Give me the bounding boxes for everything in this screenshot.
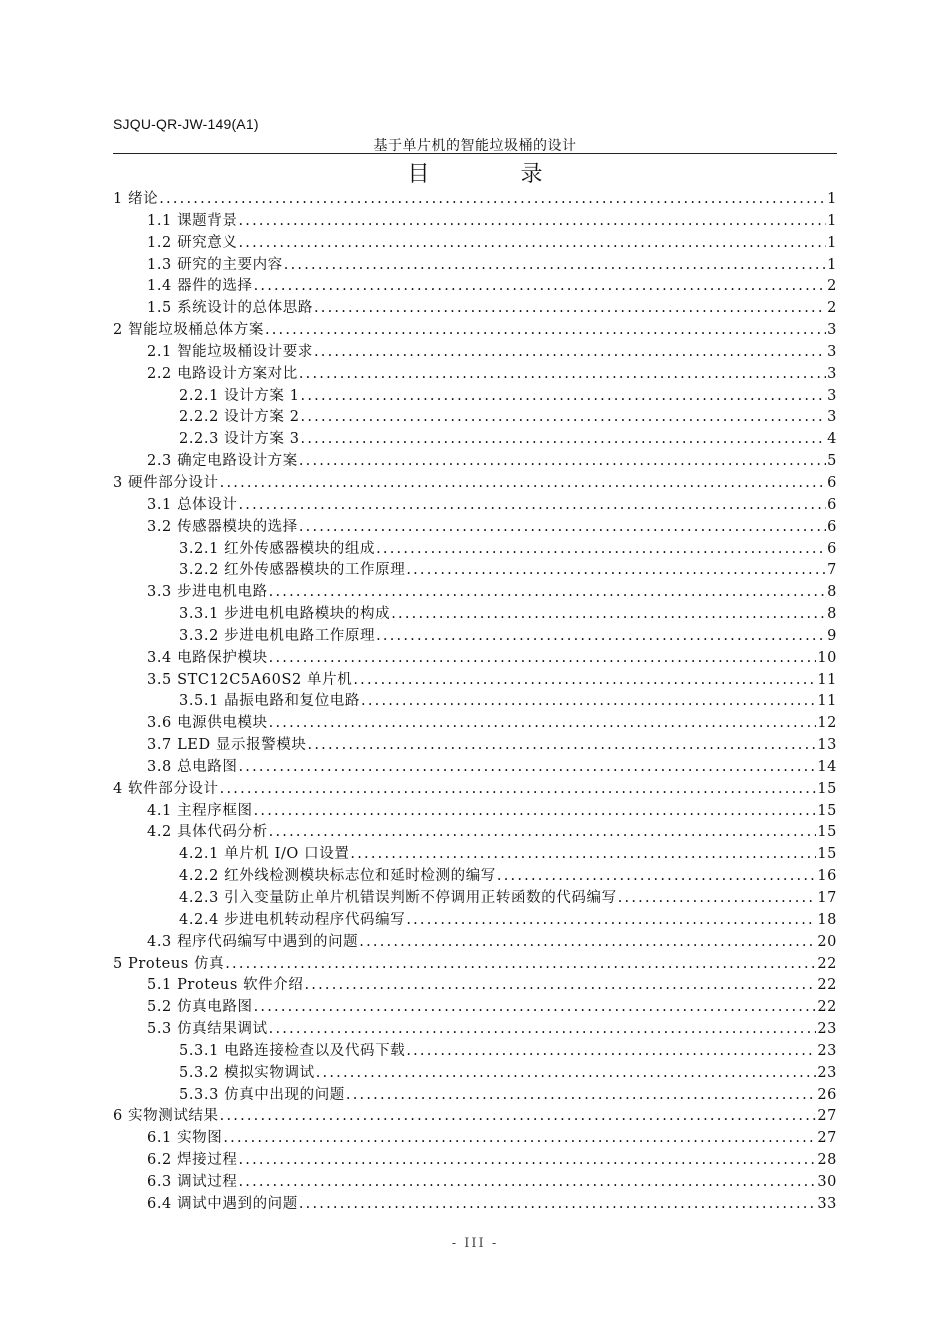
toc-entry[interactable]	[113, 604, 837, 626]
toc-entry[interactable]	[113, 560, 837, 582]
toc-entry-page: 3	[827, 409, 837, 426]
toc-entry-title: 3.3.1 步进电机电路模块的构成	[179, 606, 391, 623]
toc-entry-page: 6	[827, 474, 837, 491]
toc-dot-leader	[299, 517, 826, 539]
toc-entry-page: 1	[827, 256, 837, 273]
page-number: - III -	[451, 1236, 499, 1251]
toc-entry-title: 3.1 总体设计	[147, 496, 238, 513]
toc-entry-title: 3.6 电源供电模块	[147, 715, 268, 732]
toc-entry-title: 3.8 总电路图	[147, 758, 238, 775]
toc-dot-leader	[220, 1106, 817, 1128]
toc-dot-leader	[269, 648, 817, 670]
toc-dot-leader	[406, 910, 816, 932]
toc-entry-title: 2.2.3 设计方案 3	[179, 431, 300, 448]
toc-entry[interactable]	[113, 801, 837, 823]
toc-entry-title: 2.2 电路设计方案对比	[147, 365, 298, 382]
toc-dot-leader	[304, 975, 816, 997]
toc-entry-page: 11	[817, 671, 837, 688]
toc-entry[interactable]	[113, 670, 837, 692]
toc-entry-title: 1.4 器件的选择	[147, 278, 253, 295]
toc-entry[interactable]	[113, 954, 837, 976]
toc-entry-title: 6.4 调试中遇到的问题	[147, 1195, 298, 1212]
toc-entry-title: 3.4 电路保护模块	[147, 649, 268, 666]
toc-entry[interactable]	[113, 1106, 837, 1128]
toc-entry[interactable]	[113, 997, 837, 1019]
toc-entry[interactable]	[113, 1085, 837, 1107]
toc-entry-title: 5.3.3 仿真中出现的问题	[179, 1086, 345, 1103]
toc-entry[interactable]	[113, 342, 837, 364]
toc-entry-page: 15	[817, 824, 837, 841]
toc-entry-page: 9	[827, 627, 837, 644]
toc-entry[interactable]	[113, 255, 837, 277]
toc-entry[interactable]	[113, 495, 837, 517]
toc-dot-leader	[220, 473, 827, 495]
toc-entry-page: 8	[827, 606, 837, 623]
toc-entry-page: 28	[817, 1152, 837, 1169]
toc-dot-leader	[238, 1150, 816, 1172]
toc-dot-leader	[238, 757, 816, 779]
toc-entry-page: 30	[817, 1173, 837, 1190]
toc-entry-page: 22	[817, 955, 837, 972]
toc-dot-leader	[299, 451, 826, 473]
toc-dot-leader	[223, 1128, 816, 1150]
toc-dot-leader	[346, 1085, 816, 1107]
toc-entry-title: 5.3.1 电路连接检查以及代码下载	[179, 1042, 406, 1059]
table-of-contents	[113, 189, 837, 1216]
toc-entry-page: 22	[817, 999, 837, 1016]
toc-entry-title: 5.3 仿真结果调试	[147, 1021, 268, 1038]
toc-entry-title: 4.2.1 单片机 I/O 口设置	[179, 846, 350, 863]
toc-dot-leader	[238, 495, 826, 517]
toc-entry[interactable]	[113, 189, 837, 211]
toc-entry[interactable]	[113, 451, 837, 473]
toc-entry-page: 23	[817, 1064, 837, 1081]
toc-entry-page: 3	[827, 365, 837, 382]
toc-entry[interactable]	[113, 932, 837, 954]
toc-entry-title: 6 实物测试结果	[113, 1108, 219, 1125]
toc-entry[interactable]	[113, 975, 837, 997]
toc-dot-leader	[254, 801, 817, 823]
toc-entry-page: 1	[827, 212, 837, 229]
toc-entry-title: 4 软件部分设计	[113, 780, 219, 797]
toc-entry-page: 3	[827, 322, 837, 339]
toc-entry[interactable]	[113, 1063, 837, 1085]
toc-dot-leader	[301, 386, 827, 408]
toc-entry-page: 7	[827, 562, 837, 579]
toc-entry-page: 20	[817, 933, 837, 950]
toc-entry-page: 10	[817, 649, 837, 666]
header-rule	[113, 153, 837, 154]
toc-entry[interactable]	[113, 626, 837, 648]
toc-entry-page: 16	[817, 868, 837, 885]
toc-entry-title: 4.3 程序代码编写中遇到的问题	[147, 933, 359, 950]
toc-entry[interactable]	[113, 779, 837, 801]
toc-dot-leader	[159, 189, 826, 211]
toc-entry-page: 13	[817, 737, 837, 754]
toc-entry-page: 5	[827, 453, 837, 470]
toc-dot-leader	[497, 866, 816, 888]
toc-dot-leader	[269, 822, 817, 844]
toc-entry[interactable]	[113, 691, 837, 713]
toc-entry-page: 3	[827, 387, 837, 404]
toc-entry-title: 2.2.1 设计方案 1	[179, 387, 300, 404]
toc-dot-leader	[376, 626, 826, 648]
toc-dot-leader	[308, 735, 817, 757]
toc-entry-page: 3	[827, 343, 837, 360]
toc-entry-title: 5.3.2 模拟实物调试	[179, 1064, 315, 1081]
toc-entry[interactable]	[113, 364, 837, 386]
toc-entry[interactable]	[113, 757, 837, 779]
toc-entry[interactable]	[113, 407, 837, 429]
toc-dot-leader	[254, 276, 827, 298]
toc-entry[interactable]	[113, 1172, 837, 1194]
toc-dot-leader	[254, 997, 817, 1019]
toc-dot-leader	[299, 364, 826, 386]
toc-entry-title: 1.2 研究意义	[147, 234, 238, 251]
toc-entry[interactable]	[113, 713, 837, 735]
running-title: 基于单片机的智能垃圾桶的设计	[373, 138, 577, 154]
toc-entry-title: 4.2.2 红外线检测模块标志位和延时检测的编写	[179, 868, 496, 885]
toc-entry[interactable]	[113, 539, 837, 561]
toc-entry-title: 3 硬件部分设计	[113, 474, 219, 491]
toc-entry-page: 17	[817, 890, 837, 906]
toc-dot-leader	[265, 320, 826, 342]
toc-entry[interactable]	[113, 844, 837, 866]
toc-entry[interactable]	[113, 429, 837, 451]
toc-entry-title: 5.2 仿真电路图	[147, 999, 253, 1016]
toc-entry[interactable]	[113, 386, 837, 408]
toc-entry[interactable]	[113, 648, 837, 670]
toc-entry-title: 3.3 步进电机电路	[147, 584, 268, 601]
toc-entry-title: 6.3 调试过程	[147, 1173, 238, 1190]
toc-entry-title: 1.3 研究的主要内容	[147, 256, 283, 273]
toc-entry-page: 4	[827, 431, 837, 448]
toc-entry-title: 2.3 确定电路设计方案	[147, 453, 298, 470]
toc-dot-leader	[220, 779, 817, 801]
toc-entry-title: 3.2 传感器模块的选择	[147, 518, 298, 535]
toc-entry-page: 33	[817, 1195, 837, 1212]
toc-entry[interactable]	[113, 517, 837, 539]
toc-entry-page: 26	[817, 1086, 837, 1103]
toc-dot-leader	[376, 539, 826, 561]
toc-entry-page: 6	[827, 518, 837, 535]
toc-entry[interactable]	[113, 320, 837, 342]
toc-entry-title: 4.2.4 步进电机转动程序代码编写	[179, 911, 406, 928]
toc-entry-title: 6.1 实物图	[147, 1130, 223, 1147]
toc-entry[interactable]	[113, 735, 837, 757]
toc-dot-leader	[314, 342, 826, 364]
toc-entry-page: 23	[817, 1021, 837, 1038]
toc-entry-page: 11	[817, 693, 837, 710]
toc-entry-page: 15	[817, 846, 837, 863]
toc-dot-leader	[350, 844, 816, 866]
toc-entry-page: 15	[817, 802, 837, 819]
toc-dot-leader	[353, 670, 816, 692]
toc-entry-title: 1.1 课题背景	[147, 212, 238, 229]
toc-entry-page: 14	[817, 758, 837, 775]
toc-entry[interactable]	[113, 1019, 837, 1041]
toc-entry-title: 4.1 主程序框图	[147, 802, 253, 819]
toc-dot-leader	[361, 691, 816, 713]
toc-dot-leader	[391, 604, 826, 626]
toc-entry[interactable]	[113, 276, 837, 298]
toc-entry[interactable]	[113, 888, 837, 910]
toc-dot-leader	[238, 1172, 816, 1194]
toc-entry-page: 1	[827, 191, 837, 207]
toc-dot-leader	[284, 255, 826, 277]
toc-entry[interactable]	[113, 910, 837, 932]
toc-entry-page: 22	[817, 977, 837, 994]
toc-entry-title: 2.1 智能垃圾桶设计要求	[147, 343, 313, 360]
toc-dot-leader	[225, 954, 816, 976]
toc-entry[interactable]	[113, 211, 837, 233]
toc-entry-page: 27	[817, 1108, 837, 1125]
toc-dot-leader	[269, 582, 827, 604]
toc-entry-title: 5.1 Proteus 软件介绍	[147, 977, 304, 994]
toc-entry-title: 6.2 焊接过程	[147, 1152, 238, 1169]
toc-dot-leader	[269, 713, 817, 735]
document-code: SJQU-QR-JW-149(A1)	[113, 116, 259, 132]
toc-entry-title: 5 Proteus 仿真	[113, 955, 225, 972]
toc-entry[interactable]	[113, 1128, 837, 1150]
toc-entry-title: 4.2.3 引入变量防止单片机错误判断不停调用正转函数的代码编写	[179, 890, 617, 906]
toc-entry-page: 27	[817, 1130, 837, 1147]
toc-entry-title: 1.5 系统设计的总体思路	[147, 300, 313, 317]
toc-entry-title: 3.5 STC12C5A60S2 单片机	[147, 671, 353, 688]
toc-entry-title: 3.5.1 晶振电路和复位电路	[179, 693, 361, 710]
toc-entry-title: 2 智能垃圾桶总体方案	[113, 322, 264, 339]
toc-entry[interactable]	[113, 866, 837, 888]
toc-dot-leader	[269, 1019, 817, 1041]
toc-dot-leader	[299, 1194, 816, 1216]
toc-entry-page: 12	[817, 715, 837, 732]
toc-entry-page: 6	[827, 540, 837, 557]
toc-entry[interactable]	[113, 1041, 837, 1063]
toc-entry-title: 4.2 具体代码分析	[147, 824, 268, 841]
toc-dot-leader	[301, 407, 827, 429]
toc-entry-title: 3.3.2 步进电机电路工作原理	[179, 627, 376, 644]
toc-entry[interactable]	[113, 582, 837, 604]
toc-dot-leader	[359, 932, 816, 954]
toc-entry[interactable]	[113, 298, 837, 320]
toc-entry-page: 23	[817, 1042, 837, 1059]
toc-entry[interactable]	[113, 1150, 837, 1172]
toc-dot-leader	[314, 298, 826, 320]
toc-entry[interactable]	[113, 822, 837, 844]
toc-entry-page: 2	[827, 300, 837, 317]
toc-entry-page: 8	[827, 584, 837, 601]
toc-dot-leader	[618, 888, 817, 910]
toc-entry[interactable]	[113, 1194, 837, 1216]
toc-dot-leader	[301, 429, 827, 451]
toc-entry-page: 18	[817, 911, 837, 928]
toc-dot-leader	[406, 1041, 816, 1063]
toc-entry-title: 3.2.1 红外传感器模块的组成	[179, 540, 376, 557]
toc-dot-leader	[406, 560, 826, 582]
toc-title: 目 录	[407, 162, 585, 187]
toc-entry[interactable]	[113, 473, 837, 495]
toc-entry-page: 1	[827, 234, 837, 251]
toc-entry-page: 15	[817, 780, 837, 797]
toc-entry[interactable]	[113, 233, 837, 255]
toc-dot-leader	[238, 211, 826, 233]
toc-entry-title: 2.2.2 设计方案 2	[179, 409, 300, 426]
toc-entry-title: 3.7 LED 显示报警模块	[147, 737, 307, 754]
toc-entry-page: 6	[827, 496, 837, 513]
toc-entry-title: 1 绪论	[113, 191, 159, 207]
toc-dot-leader	[238, 233, 826, 255]
toc-dot-leader	[316, 1063, 817, 1085]
toc-entry-page: 2	[827, 278, 837, 295]
toc-entry-title: 3.2.2 红外传感器模块的工作原理	[179, 562, 406, 579]
